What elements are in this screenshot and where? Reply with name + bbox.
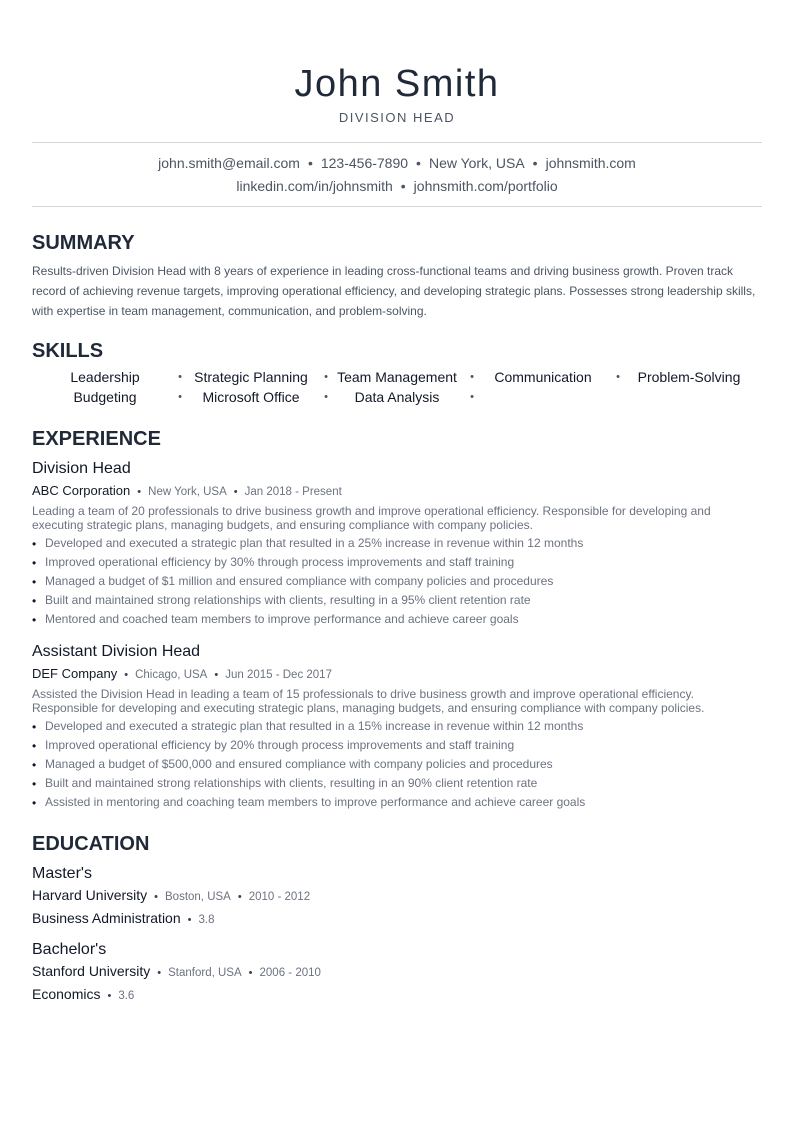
job-meta: [32, 482, 762, 501]
separator-dot: •: [107, 990, 112, 1002]
portfolio-link[interactable]: johnsmith.com/portfolio: [413, 178, 558, 194]
achievement-item: • Mentored and coached team members to improve performance and achieve career goals: [32, 610, 762, 629]
job-description: Assisted the Division Head in leading a team of 15 professionals to drive business growth and improve operational efficiency. Responsible for developing and executing strategic plans, managing budgets, and ensuring compliance with company policies.: [32, 687, 705, 715]
school-location: Boston, USA: [165, 891, 231, 903]
contact-block: [32, 143, 762, 206]
job-dates: Jan 2018 - Present: [244, 486, 342, 498]
summary-heading: SUMMARY: [32, 232, 135, 254]
job-location: Chicago, USA: [135, 669, 208, 681]
skills-list: [32, 367, 762, 407]
separator-dot: •: [532, 155, 538, 171]
separator-dot: •: [248, 967, 253, 979]
contact-line-2: [32, 175, 762, 198]
phone: 123-456-7890: [320, 155, 409, 171]
skill-item: Leadership •: [32, 367, 178, 387]
separator-dot: •: [237, 891, 242, 903]
job-achievements: [32, 717, 762, 812]
company-name: ABC Corporation: [32, 483, 131, 498]
location: New York, USA: [428, 155, 525, 171]
achievement-item: • Developed and executed a strategic plan that resulted in a 15% increase in revenue within 12 months: [32, 717, 762, 736]
degree-name: Bachelor's: [32, 941, 107, 958]
field-of-study: Economics: [32, 986, 101, 1002]
field-line: [32, 984, 762, 1006]
achievement-item: • Developed and executed a strategic plan that resulted in a 25% increase in revenue within 12 months: [32, 534, 762, 553]
achievement-item: • Improved operational efficiency by 20% through process improvements and staff training: [32, 736, 762, 755]
job-achievements: [32, 534, 762, 629]
separator-dot: •: [307, 155, 313, 171]
job-dates: Jun 2015 - Dec 2017: [225, 669, 332, 681]
separator-dot: •: [124, 669, 129, 681]
achievement-item: • Assisted in mentoring and coaching team members to improve performance and achieve career goals: [32, 793, 762, 812]
achievement-item: • Improved operational efficiency by 30% through process improvements and staff training: [32, 553, 762, 572]
school-dates: 2006 - 2010: [259, 967, 321, 979]
education-entry: [32, 864, 762, 930]
skill-item: Data Analysis •: [324, 387, 470, 407]
achievement-item: • Managed a budget of $1 million and ensured compliance with company policies and procedures: [32, 572, 762, 591]
job-title: Division Head: [32, 460, 131, 477]
skill-item: Microsoft Office •: [178, 387, 324, 407]
website-link[interactable]: johnsmith.com: [545, 155, 636, 171]
separator-dot: •: [157, 967, 162, 979]
job-entry: [32, 642, 762, 812]
summary-text: Results-driven Division Head with 8 years of experience in leading cross-functional teams and driving business growth. Proven track record of achieving revenue targets, improving operational efficiency, and developing strategic plans. Possesses strong leadership skills, with expertise in team management, communication, and problem-solving.: [32, 264, 756, 318]
job-location: New York, USA: [148, 486, 227, 498]
school-line: [32, 885, 762, 907]
separator-dot: •: [187, 914, 192, 926]
skill-item: Problem-Solving: [637, 369, 741, 385]
school-line: [32, 961, 762, 983]
skill-item: Team Management •: [324, 367, 470, 387]
candidate-role: DIVISION HEAD: [338, 110, 456, 125]
skill-item: Budgeting •: [32, 387, 178, 407]
separator-dot: •: [416, 155, 421, 171]
school-name: Harvard University: [32, 887, 148, 903]
gpa: 3.6: [118, 990, 135, 1002]
email-link[interactable]: john.smith@email.com: [158, 155, 300, 171]
achievement-item: • Built and maintained strong relationships with clients, resulting in a 95% client retention rate: [32, 591, 762, 610]
school-location: Stanford, USA: [168, 967, 242, 979]
job-title: Assistant Division Head: [32, 643, 201, 660]
job-entry: [32, 459, 762, 629]
company-name: DEF Company: [32, 666, 118, 681]
education-heading: EDUCATION: [32, 833, 150, 855]
candidate-name: John Smith: [294, 63, 500, 105]
skills-heading: SKILLS: [32, 340, 104, 362]
achievement-item: • Built and maintained strong relationships with clients, resulting in an 90% client retention rate: [32, 774, 762, 793]
separator-dot: •: [137, 486, 142, 498]
school-dates: 2010 - 2012: [248, 891, 311, 903]
education-entry: [32, 940, 762, 1006]
separator-dot: •: [154, 891, 158, 903]
contact-divider: [32, 206, 762, 207]
field-of-study: Business Administration: [32, 910, 181, 926]
job-description: Leading a team of 20 professionals to drive business growth and improve operational efficiency. Responsible for developing and executing strategic plans, managing budgets, and ensuring compliance with company policies.: [32, 504, 711, 532]
resume-header: [32, 0, 762, 126]
separator-dot: •: [400, 178, 406, 194]
job-meta: [32, 665, 762, 684]
linkedin-link[interactable]: linkedin.com/in/johnsmith: [236, 178, 393, 194]
field-line: [32, 908, 762, 930]
school-name: Stanford University: [32, 963, 151, 979]
separator-dot: •: [233, 486, 238, 498]
gpa: 3.8: [198, 914, 215, 926]
skill-item: Strategic Planning •: [178, 367, 324, 387]
separator-dot: •: [214, 669, 219, 681]
skill-item: Communication •: [470, 367, 616, 387]
degree-name: Master's: [32, 865, 92, 882]
contact-line-1: [32, 152, 762, 175]
achievement-item: • Managed a budget of $500,000 and ensured compliance with company policies and procedures: [32, 755, 762, 774]
experience-heading: EXPERIENCE: [32, 428, 161, 450]
